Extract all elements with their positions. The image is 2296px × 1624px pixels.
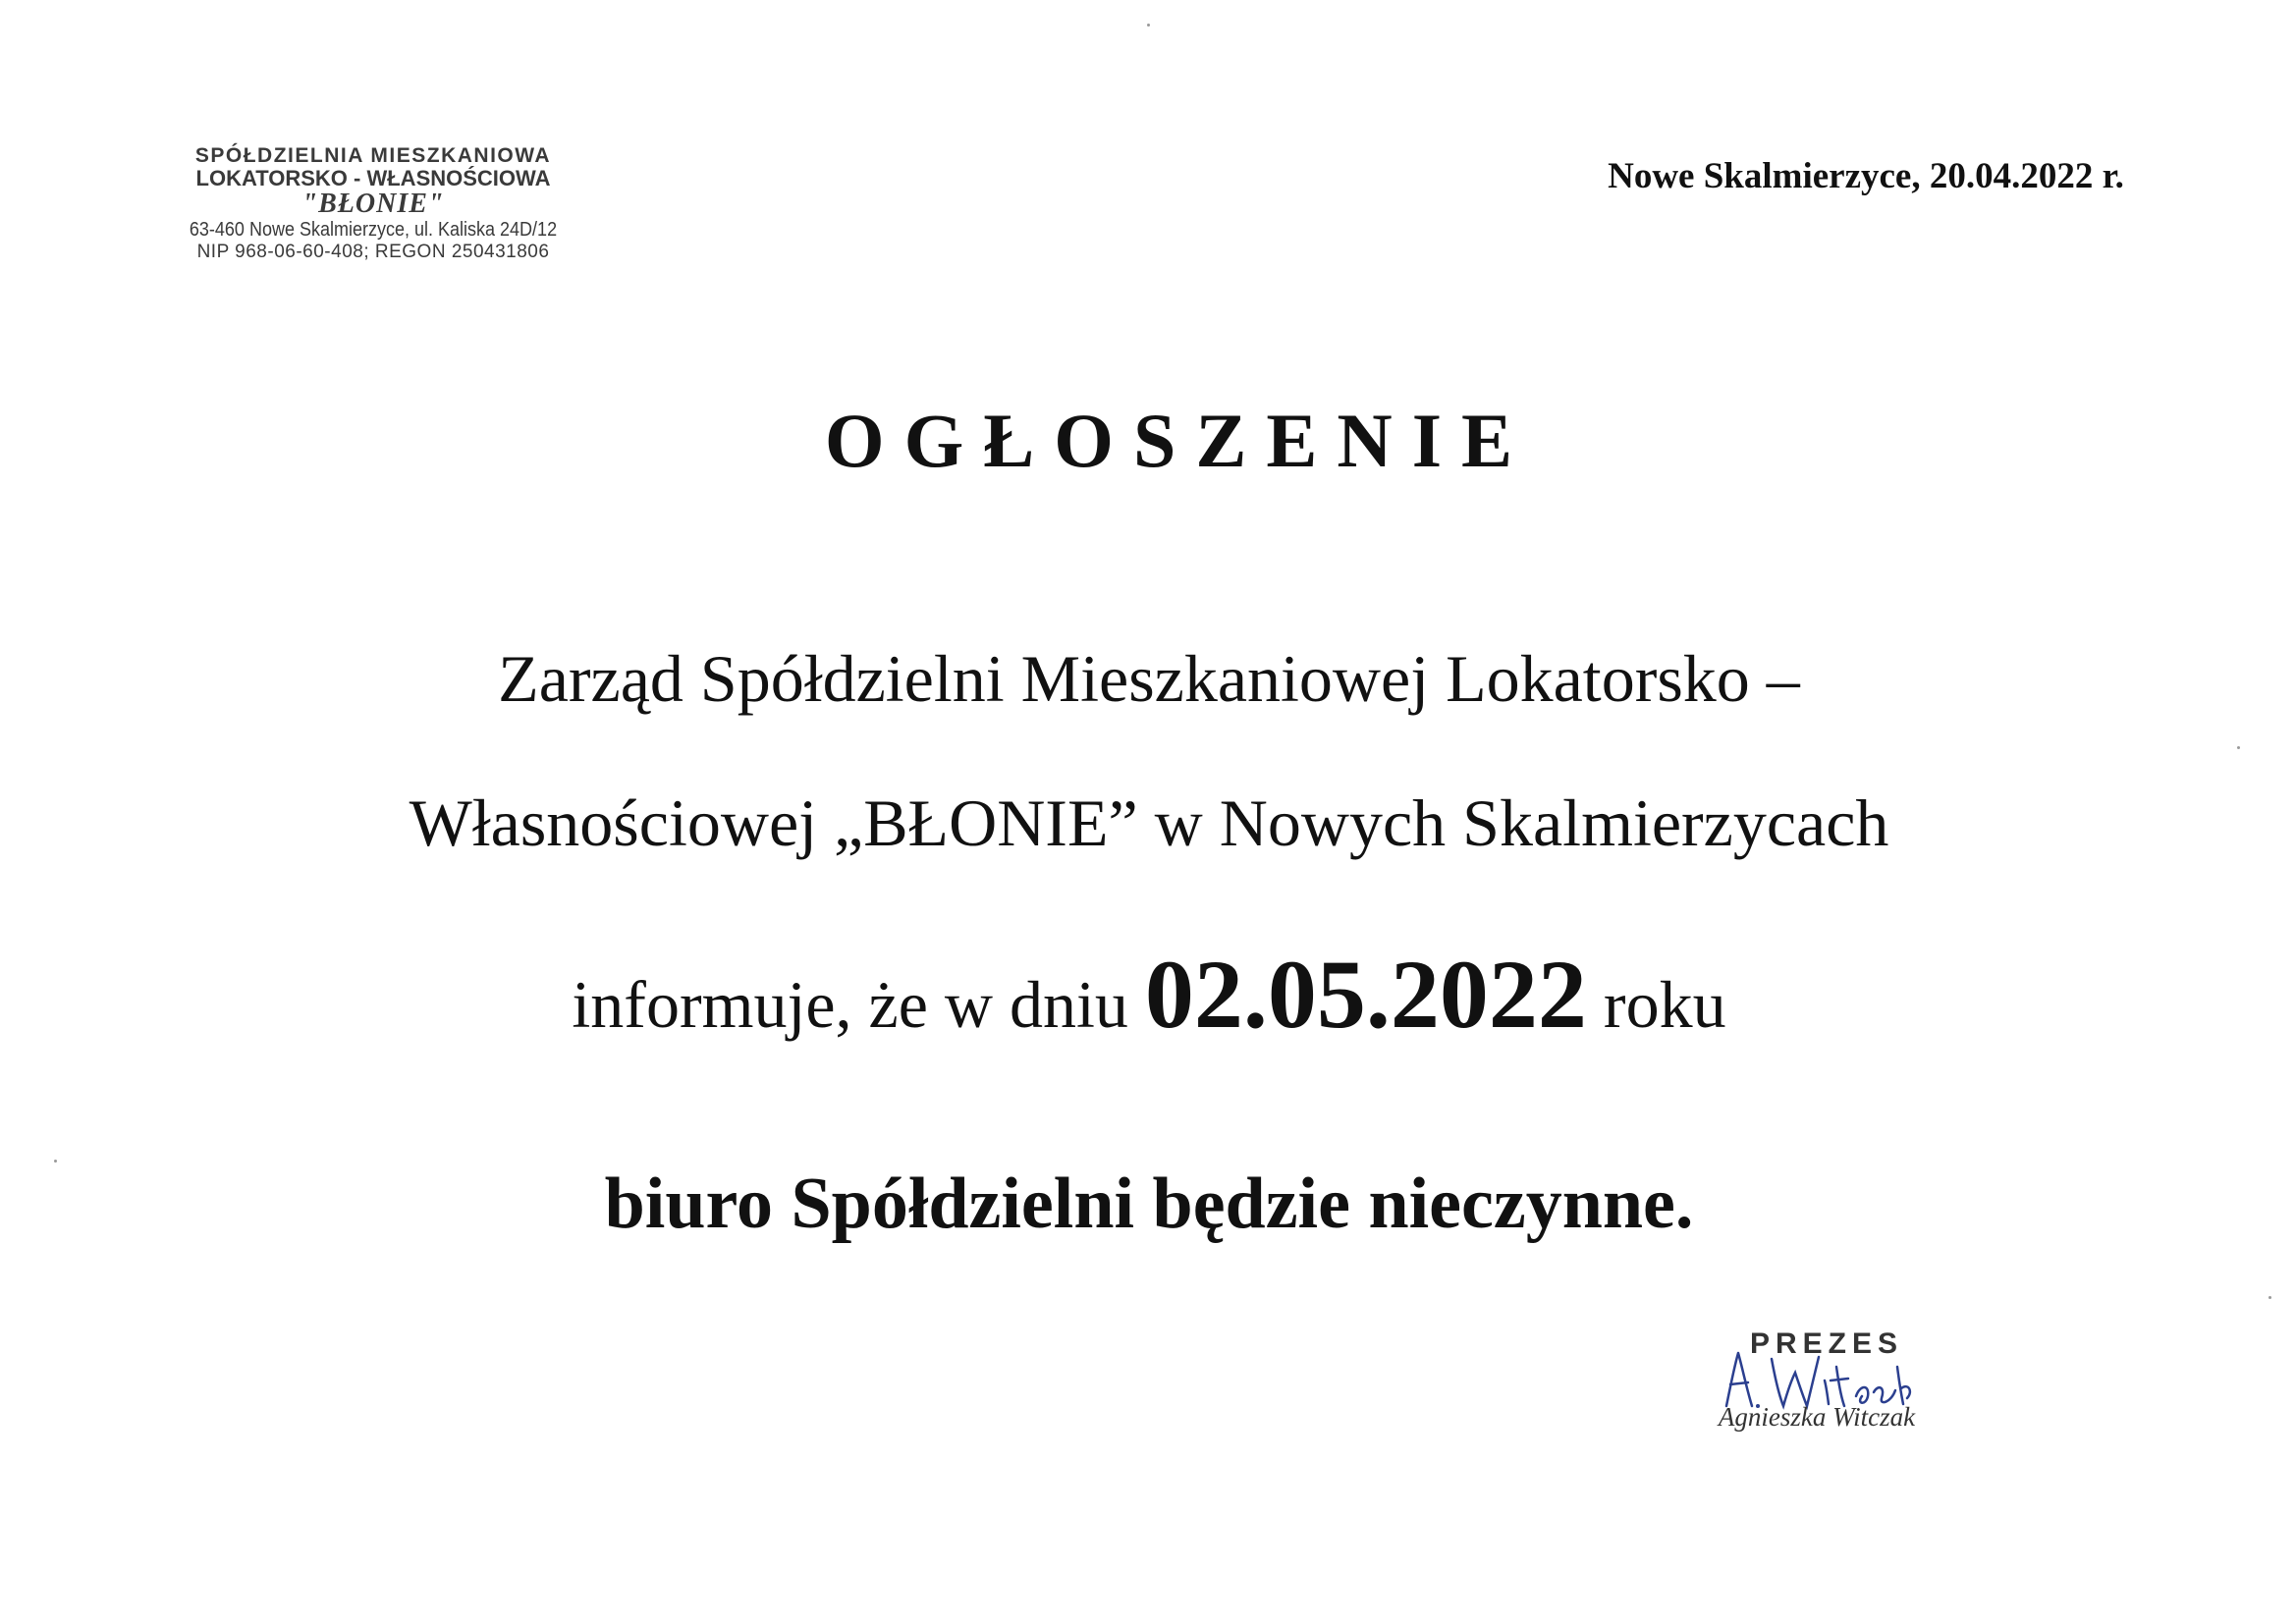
- document-title: OGŁOSZENIE: [824, 398, 1533, 483]
- announcement-line-3: [196, 938, 2102, 1051]
- cooperative-stamp: [137, 145, 609, 263]
- stamp-line-name: SPÓŁDZIELNIA MIESZKANIOWA: [194, 144, 552, 167]
- announcement-text-after-date: roku: [1603, 967, 1726, 1042]
- scan-speck: [2237, 746, 2240, 749]
- scan-speck: [1147, 24, 1150, 27]
- announcement-text-before-date: informuje, że w dniu: [572, 967, 1128, 1042]
- announcement-line-1: Zarząd Spółdzielni Mieszkaniowej Lokatorsko –: [498, 641, 1800, 716]
- stamp-line-type: LOKATORSKO - WŁASNOŚCIOWA: [195, 166, 551, 190]
- stamp-line-tax-ids: NIP 968-06-60-408; REGON 250431806: [196, 242, 550, 262]
- announcement-line-2: Własnościowej „BŁONIE” w Nowych Skalmierzycach: [409, 785, 1889, 860]
- signature-block: [1669, 1327, 1964, 1445]
- stamp-line-brand: "BŁONIE": [301, 189, 445, 219]
- signature-title: PREZES: [1749, 1327, 1904, 1360]
- document-date: Nowe Skalmierzyce, 20.04.2022 r.: [1608, 156, 2124, 196]
- scan-speck: [54, 1160, 57, 1163]
- stamp-line-address: 63-460 Nowe Skalmierzyce, ul. Kaliska 24D/12: [189, 219, 558, 241]
- closure-date: 02.05.2022: [1144, 940, 1587, 1049]
- scan-speck: [2269, 1296, 2271, 1299]
- announcement-line-4: biuro Spółdzielni będzie nieczynne.: [604, 1164, 1694, 1244]
- signatory-name: Agnieszka Witczak: [1718, 1402, 1916, 1432]
